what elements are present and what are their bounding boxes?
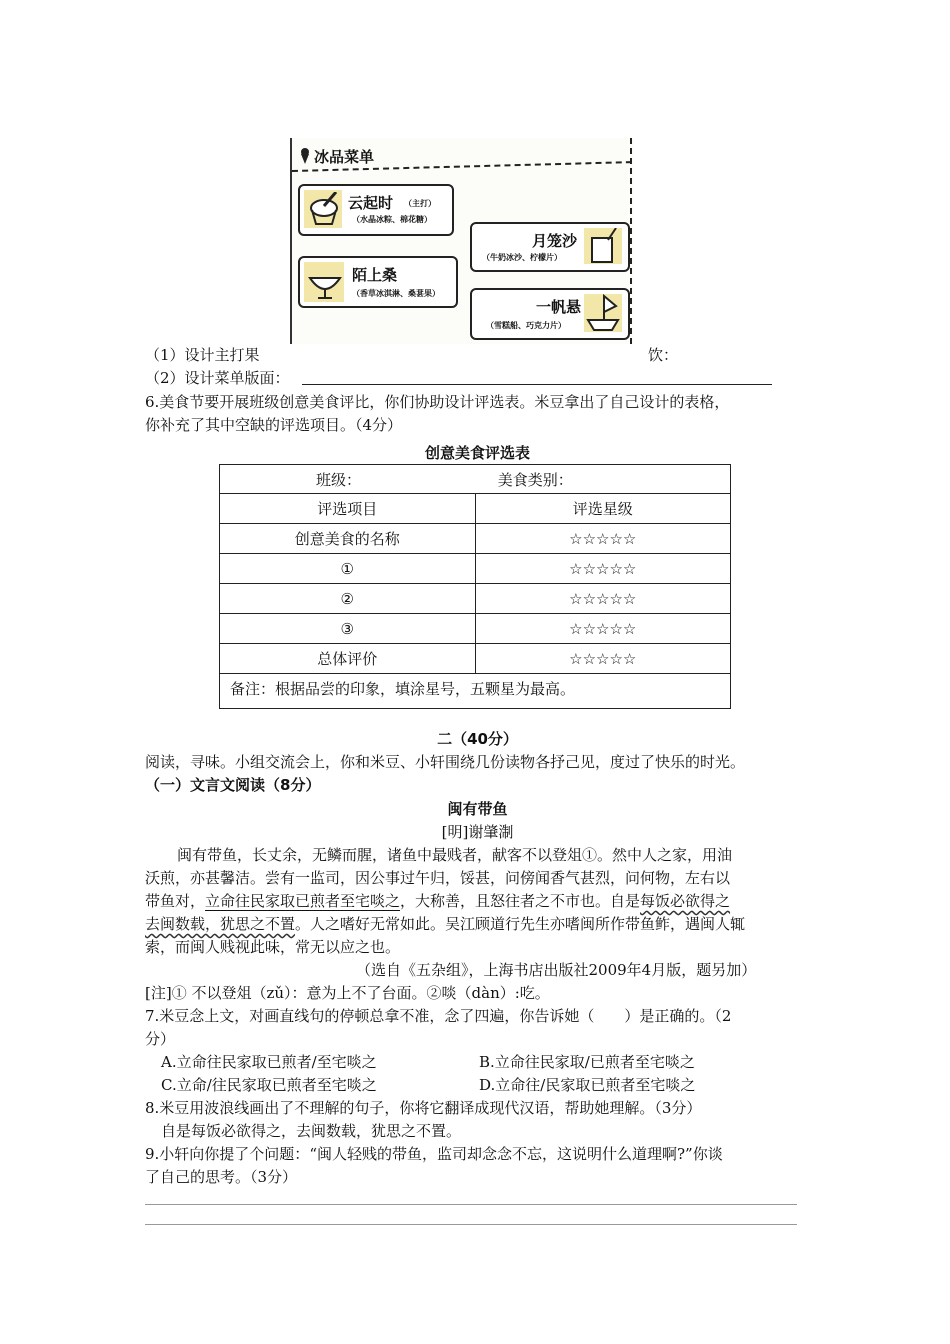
wavy-underlined-sentence: 每饭必欲得之 (640, 892, 731, 910)
answer-line[interactable] (145, 1204, 797, 1205)
menu-image (290, 138, 634, 344)
ice-cream-icon (300, 148, 310, 164)
q5-sub1-end: 饮： (648, 346, 679, 364)
q8-sentence: 自是每饭必欲得之，去闽数载，犹思之不置。 (161, 1122, 462, 1140)
passage-source: （选自《五杂组》，上海书店出版社2009年4月版，题另加） (356, 961, 757, 979)
table-row: ② ☆☆☆☆☆ (220, 584, 731, 614)
passage-title: 闽有带鱼 (447, 800, 508, 818)
q7-text: 7.米豆念上文，对画直线句的停顿总拿不准，念了四遍，你告诉她（ ）是正确的。（2 (145, 1007, 732, 1025)
q6-text: 你补充了其中空缺的评选项目。（4分） (145, 416, 403, 434)
option-c[interactable]: C.立命/往民家取已煎者至宅啖之 (161, 1076, 377, 1094)
option-a[interactable]: A.立命往民家取已煎者/至宅啖之 (161, 1053, 377, 1071)
q9-text: 9.小轩向你提了个问题：“闽人轻贱的带鱼，监司却念念不忘，这说明什么道理啊?”你谈 (145, 1145, 723, 1163)
table-row: ① ☆☆☆☆☆ (220, 554, 731, 584)
table-title: 创意美食评选表 (424, 444, 530, 462)
passage-line: 带鱼对，立命往民家取已煎者至宅啖之，大称善，且怒往者之不市也。自是每饭必欲得之 (145, 892, 731, 910)
passage-line: 索，而闽人贱视此味，常无以应之也。 (145, 938, 401, 956)
table-row: 总体评价 ☆☆☆☆☆ (220, 644, 731, 674)
menu-title: 冰品菜单 (314, 148, 375, 166)
menu-item-card: 月笼沙 （牛奶冰沙、柠檬片） (470, 222, 630, 272)
passage-line: 沃煎，亦甚馨洁。尝有一监司，因公事过午归，馁甚，问傍闻香气甚烈，问何物，左右以 (145, 869, 731, 887)
section-intro: 阅读，寻味。小组交流会上，你和米豆、小轩围绕几份读物各抒己见，度过了快乐的时光。 (145, 753, 746, 771)
answer-blank[interactable] (302, 384, 772, 385)
q5-sub2-label: （2）设计菜单版面： (145, 369, 290, 387)
passage-line: 闽有带鱼，长丈余，无鳞而腥，诸鱼中最贱者，献客不以登俎①。然中人之家，用油 (177, 846, 733, 864)
table-row: ③ ☆☆☆☆☆ (220, 614, 731, 644)
evaluation-table (219, 464, 731, 709)
menu-item-card: 云起时 （主打） （水晶冰粽、棉花糖） (298, 184, 454, 236)
menu-item-card: 一帆悬 （雪糕船、巧克力片） (470, 288, 630, 340)
wavy-underlined-sentence: 去闽数载，犹思之不置 (145, 915, 296, 933)
type-label: 美食类别： (497, 470, 573, 489)
col-header: 评选项目 (220, 494, 476, 524)
passage-note: [注]① 不以登俎（zǔ）：意为上不了台面。②啖（dàn）:吃。 (145, 984, 550, 1002)
q9-text: 了自己的思考。（3分） (145, 1168, 298, 1186)
q6-text: 6.美食节要开展班级创意美食评比，你们协助设计评选表。米豆拿出了自己设计的表格， (145, 393, 730, 411)
part-heading: （一）文言文阅读（8分） (145, 776, 321, 794)
table-row: 创意美食的名称 ☆☆☆☆☆ (220, 524, 731, 554)
section-heading: 二（40分） (437, 730, 518, 748)
menu-item-card: 陌上桑 （香草冰淇淋、桑葚果） (298, 256, 458, 308)
passage-line: 去闽数载，犹思之不置。人之嗜好无常如此。吴江顾道行先生亦嗜闽所作带鱼鲊，遇闽人辄 (145, 915, 746, 933)
answer-line[interactable] (145, 1224, 797, 1225)
table-note: 备注：根据品尝的印象，填涂星号，五颗星为最高。 (220, 674, 731, 709)
col-header: 评选星级 (475, 494, 731, 524)
q7-text: 分） (145, 1030, 176, 1048)
class-label: 班级： (316, 470, 362, 489)
straight-underlined-sentence: 立命往民家取已煎者至宅啖之 (205, 892, 401, 910)
q5-sub1-label: （1）设计主打果 (145, 346, 260, 364)
q8-text: 8.米豆用波浪线画出了不理解的句子，你将它翻译成现代汉语，帮助她理解。（3分） (145, 1099, 702, 1117)
option-d[interactable]: D.立命往/民家取已煎者至宅啖之 (479, 1076, 696, 1094)
option-b[interactable]: B.立命往民家取/已煎者至宅啖之 (479, 1053, 695, 1071)
passage-author: [明]谢肇淛 (441, 823, 514, 841)
